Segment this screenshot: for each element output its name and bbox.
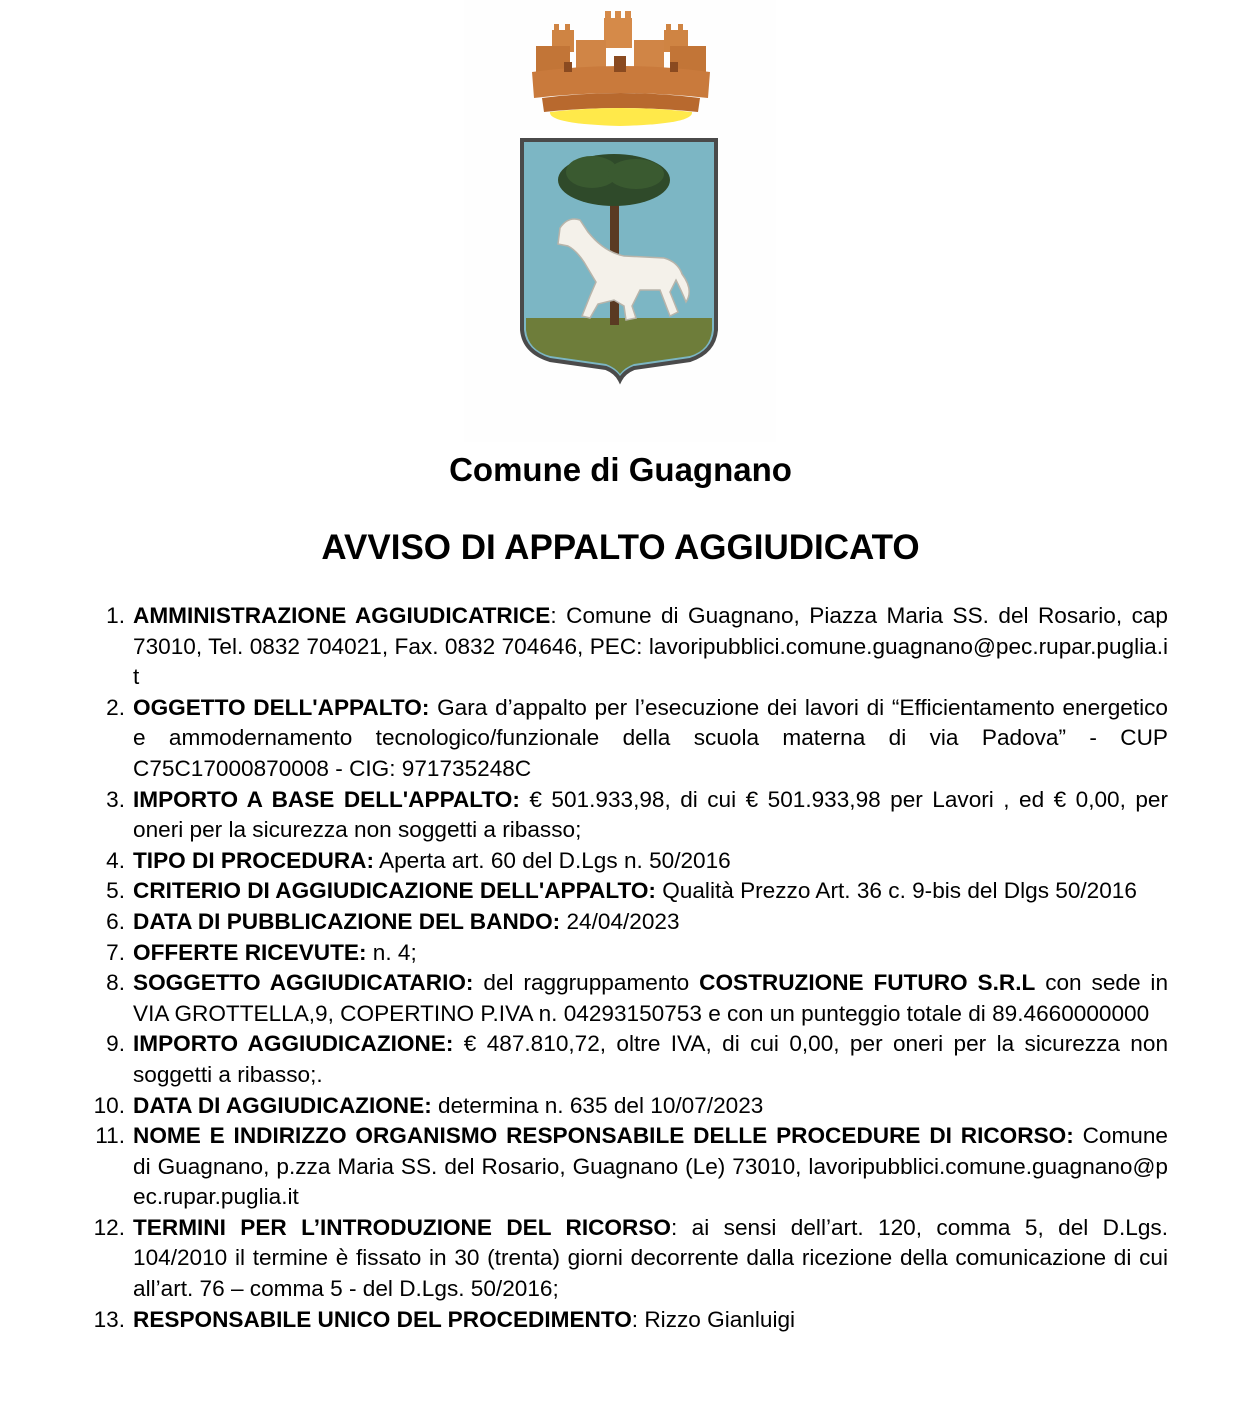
item-number: 2. xyxy=(106,694,125,720)
item-number: 12. xyxy=(93,1214,125,1240)
detail-item-13 xyxy=(93,1305,1168,1336)
item-separator: : xyxy=(631,1306,645,1332)
item-text: Qualità Prezzo Art. 36 c. 9-bis del Dlgs 50/2016 xyxy=(662,878,1137,904)
detail-item-11 xyxy=(95,1121,1168,1213)
item-number: 7. xyxy=(106,939,125,965)
item-text: Aperta art. 60 del D.Lgs n. 50/2016 xyxy=(379,847,731,873)
item-text: Comune di Guagnano, Piazza Maria SS. del Rosario, cap 73010, Tel. 0832 704021, Fax. 0832 704646, PEC: xyxy=(133,603,1168,659)
coat-of-arms xyxy=(464,0,776,442)
item-separator xyxy=(520,787,529,812)
item-label: OGGETTO DELL'APPALTO: xyxy=(133,694,430,720)
winning-firm: COSTRUZIONE FUTURO S.R.L xyxy=(699,970,1036,996)
item-text: Gara d’appalto per l’esecuzione dei lavori di “Efficientamento energetico e ammodernamento tecnologico/funzionale della scuola materna di via Padova” - CUP C75C17000870008 - CIG: 971735248C xyxy=(133,694,1168,781)
item-text: € 487.810,72, oltre IVA, di cui 0,00, per oneri per la sicurezza non soggetti a ribasso;. xyxy=(133,1031,1169,1087)
detail-item-8 xyxy=(106,968,1169,1029)
item-text: determina n. 635 del 10/07/2023 xyxy=(438,1092,764,1118)
item-number: 1. xyxy=(106,603,125,628)
item-text: Comune di Guagnano, p.zza Maria SS. del Rosario, Guagnano (Le) 73010, xyxy=(133,1123,1168,1179)
detail-item-4 xyxy=(106,846,1168,877)
item-text: del raggruppamento xyxy=(483,970,700,996)
item-separator xyxy=(429,695,437,720)
item-separator: : xyxy=(670,1214,692,1240)
detail-item-7 xyxy=(106,938,1168,969)
item-label: CRITERIO DI AGGIUDICAZIONE DELL'APPALTO: xyxy=(133,878,656,904)
item-label: DATA DI PUBBLICAZIONE DEL BANDO: xyxy=(133,908,561,934)
item-label: IMPORTO A BASE DELL'APPALTO: xyxy=(133,786,520,812)
item-label: TIPO DI PROCEDURA: xyxy=(133,847,375,873)
item-number: 10. xyxy=(93,1092,125,1118)
town-name: Comune di Guagnano xyxy=(449,451,792,488)
item-separator xyxy=(453,1031,463,1056)
item-label: AMMINISTRAZIONE AGGIUDICATRICE xyxy=(133,603,551,628)
detail-item-5 xyxy=(106,876,1168,907)
detail-item-12 xyxy=(93,1213,1168,1305)
item-text: ai sensi dell’art. 120, comma 5, del D.Lgs. 104/2010 il termine è fissato in 30 (trenta) giorni decorrente dalla ricezione della comunicazione di cui all’art. 76 – comma 5 - del D.Lgs. 50/2016; xyxy=(133,1214,1168,1302)
item-label: TERMINI PER L’INTRODUZIONE DEL RICORSO xyxy=(133,1214,671,1240)
item-number: 5. xyxy=(106,878,125,904)
item-text: Rizzo Gianluigi xyxy=(644,1306,796,1332)
detail-item-3 xyxy=(106,785,1169,846)
item-label: NOME E INDIRIZZO ORGANISMO RESPONSABILE DELLE PROCEDURE DI RICORSO: xyxy=(133,1123,1074,1149)
award-details-list xyxy=(93,601,1169,1335)
detail-item-9 xyxy=(106,1029,1169,1090)
item-label: SOGGETTO AGGIUDICATARIO: xyxy=(133,970,474,996)
item-text: n. 4; xyxy=(372,939,417,965)
detail-item-10 xyxy=(93,1091,1168,1122)
detail-item-6 xyxy=(106,907,1168,938)
notice-title: AVVISO DI APPALTO AGGIUDICATO xyxy=(321,528,920,567)
item-number: 9. xyxy=(106,1031,125,1057)
item-separator: : xyxy=(550,603,567,628)
mural-crown-icon xyxy=(532,11,710,126)
item-separator xyxy=(473,970,483,995)
item-number: 4. xyxy=(106,847,125,873)
item-text-after: con sede in VIA GROTTELLA,9, COPERTINO P.IVA n. 04293150753 e con un punteggio totale di 89.4660000000 xyxy=(133,970,1169,1026)
pec-email-link[interactable]: lavoripubblici.comune.guagnano@pec.rupar.puglia.it xyxy=(133,633,1168,690)
item-text: € 501.933,98, di cui € 501.933,98 per Lavori , ed € 0,00, per oneri per la sicurezza non soggetti a ribasso; xyxy=(133,786,1169,843)
coat-of-arms-graphic xyxy=(464,0,776,442)
item-number: 3. xyxy=(106,786,125,812)
item-label: RESPONSABILE UNICO DEL PROCEDIMENTO xyxy=(133,1306,632,1332)
item-number: 11. xyxy=(95,1123,125,1149)
item-number: 13. xyxy=(93,1306,125,1332)
item-separator xyxy=(1074,1123,1083,1148)
item-number: 8. xyxy=(106,970,125,996)
item-text: 24/04/2023 xyxy=(566,908,680,934)
item-label: OFFERTE RICEVUTE: xyxy=(133,939,367,965)
item-label: DATA DI AGGIUDICAZIONE: xyxy=(133,1092,432,1118)
shield-icon xyxy=(522,140,716,380)
detail-item-1 xyxy=(106,601,1168,693)
item-number: 6. xyxy=(106,908,125,934)
detail-item-2 xyxy=(106,693,1168,785)
pec-email-link[interactable]: lavoripubblici.comune.guagnano@pec.rupar.puglia.it xyxy=(133,1153,1168,1210)
item-label: IMPORTO AGGIUDICAZIONE: xyxy=(133,1031,454,1057)
